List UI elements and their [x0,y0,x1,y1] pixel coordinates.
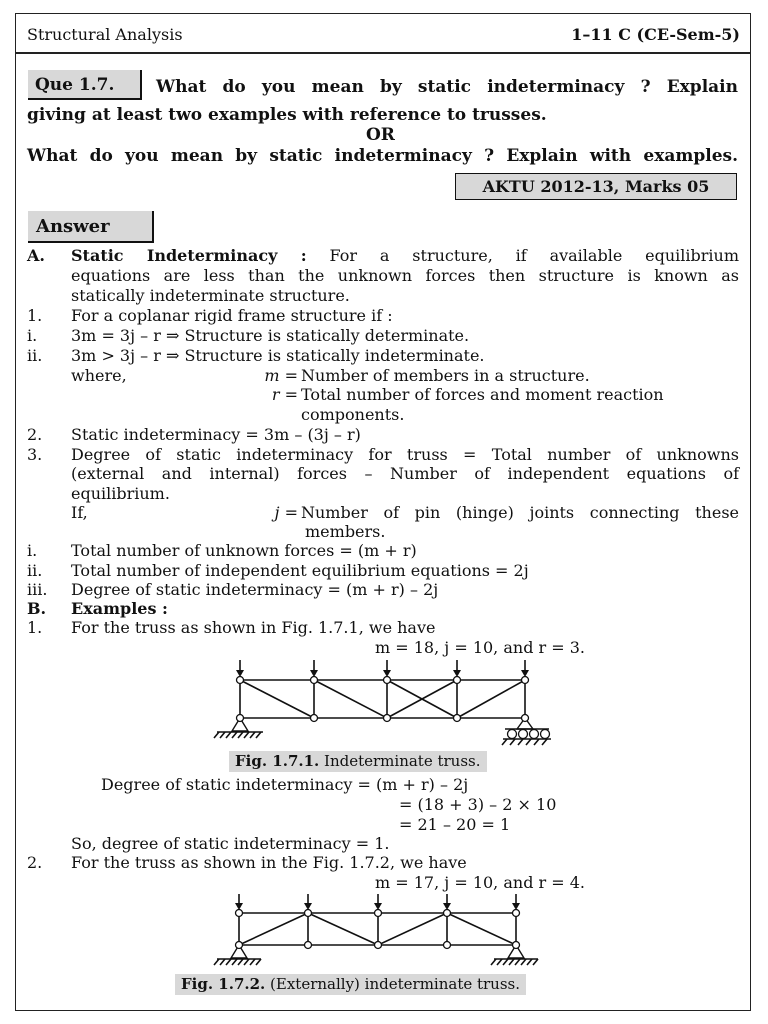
r-def-text-1: Total number of forces and moment reaction [301,385,664,404]
item-1-text: For a coplanar rigid frame structure if : [71,306,393,325]
question-line-3: What do you mean by static indeterminacy ? Explain with examples. [27,146,738,166]
question-or: OR [366,125,395,145]
m-def-lhs: m = [264,366,298,385]
example-1-text: For the truss as shown in Fig. 1.7.1, we have [71,618,436,637]
section-a-text: For a structure, if available equilibrium [329,246,739,265]
total-i-marker: i. [27,541,38,560]
calc-line-1: Degree of static indeterminacy = (m + r) – 2j [101,775,469,794]
item-ii-text: 3m > 3j – r ⇒ Structure is statically indeterminate. [71,346,485,365]
fig1-joints [237,677,529,722]
fig1-caption-label: Fig. 1.7.1. [235,752,320,770]
fig2-caption-text: (Externally) indeterminate truss. [270,975,521,993]
figure-1-7-2-caption [175,974,526,995]
m-def-text: Number of members in a structure. [301,366,590,385]
section-b-title: Examples : [71,599,168,618]
r-def-lhs: r = [271,385,298,404]
total-ii-text: Total number of independent equilibrium equations = 2j [71,561,529,580]
load-arrow [374,894,382,910]
calc-line-3: = 21 – 20 = 1 [399,815,511,834]
where-label: where, [71,366,127,385]
section-a-line-1 [71,246,739,265]
question-source-badge: AKTU 2012-13, Marks 05 [455,173,737,200]
load-arrow [443,894,451,910]
load-arrow [310,660,318,677]
load-arrow [236,660,244,677]
item-2-marker: 2. [27,425,43,444]
running-header-page: 1–11 C (CE-Sem-5) [571,25,740,44]
section-a-line-3: statically indeterminate structure. [71,286,350,305]
item-i-text: 3m = 3j – r ⇒ Structure is statically determinate. [71,326,470,345]
total-iii-marker: iii. [27,580,48,599]
item-3-line-1: Degree of static indeterminacy for truss = Total number of unknowns [71,445,739,464]
section-a-line-2: equations are less than the unknown forces then structure is known as [71,266,739,285]
figure-1-7-1-truss [205,658,565,750]
section-a-marker: A. [27,246,45,265]
load-arrow [304,894,312,910]
fig1-members [240,680,525,718]
r-def-text-2: components. [301,405,405,424]
figure-1-7-2-truss [205,893,565,971]
question-line-1: What do you mean by static indeterminacy ? Explain [156,77,738,97]
item-1-marker: 1. [27,306,43,325]
load-arrow [235,894,243,910]
fig1-caption-text: Indeterminate truss. [324,752,481,770]
question-tag: Que 1.7. [28,70,142,100]
j-def-lhs: j = [274,503,298,522]
item-ii-marker: ii. [27,346,43,365]
example-2-marker: 2. [27,853,43,872]
item-3-marker: 3. [27,445,43,464]
calc-line-2: = (18 + 3) – 2 × 10 [399,795,557,814]
example-2-text: For the truss as shown in the Fig. 1.7.2, we have [71,853,467,872]
total-ii-marker: ii. [27,561,43,580]
item-i-marker: i. [27,326,38,345]
fig2-caption-label: Fig. 1.7.2. [181,975,266,993]
fig2-load-arrows [235,894,520,910]
fig1-roller-support [502,718,551,745]
section-a-title: Static Indeterminacy : [71,246,307,265]
j-def-text-2: members. [305,522,386,541]
fig1-load-arrows [236,660,529,677]
load-arrow [512,894,520,910]
answer-label: Answer [28,211,154,243]
load-arrow [453,660,461,677]
item-2-text: Static indeterminacy = 3m – (3j – r) [71,425,361,444]
fig2-members [239,913,516,945]
section-b-marker: B. [27,599,47,618]
total-iii-text: Degree of static indeterminacy = (m + r) – 2j [71,580,439,599]
example-1-marker: 1. [27,618,43,637]
figure-1-7-1-caption [229,751,487,772]
header-rule [15,52,751,54]
running-header-title: Structural Analysis [27,25,183,44]
example-1-values: m = 18, j = 10, and r = 3. [375,638,586,657]
j-def-text-1: Number of pin (hinge) joints connecting these [301,503,739,522]
if-label: If, [71,503,88,522]
question-line-2: giving at least two examples with reference to trusses. [27,105,547,125]
conclusion-1: So, degree of static indeterminacy = 1. [71,834,390,853]
item-3-line-2: (external and internal) forces – Number of independent equations of [71,464,739,483]
load-arrow [521,660,529,677]
load-arrow [383,660,391,677]
total-i-text: Total number of unknown forces = (m + r) [71,541,417,560]
example-2-values: m = 17, j = 10, and r = 4. [375,873,586,892]
item-3-line-3: equilibrium. [71,484,170,503]
